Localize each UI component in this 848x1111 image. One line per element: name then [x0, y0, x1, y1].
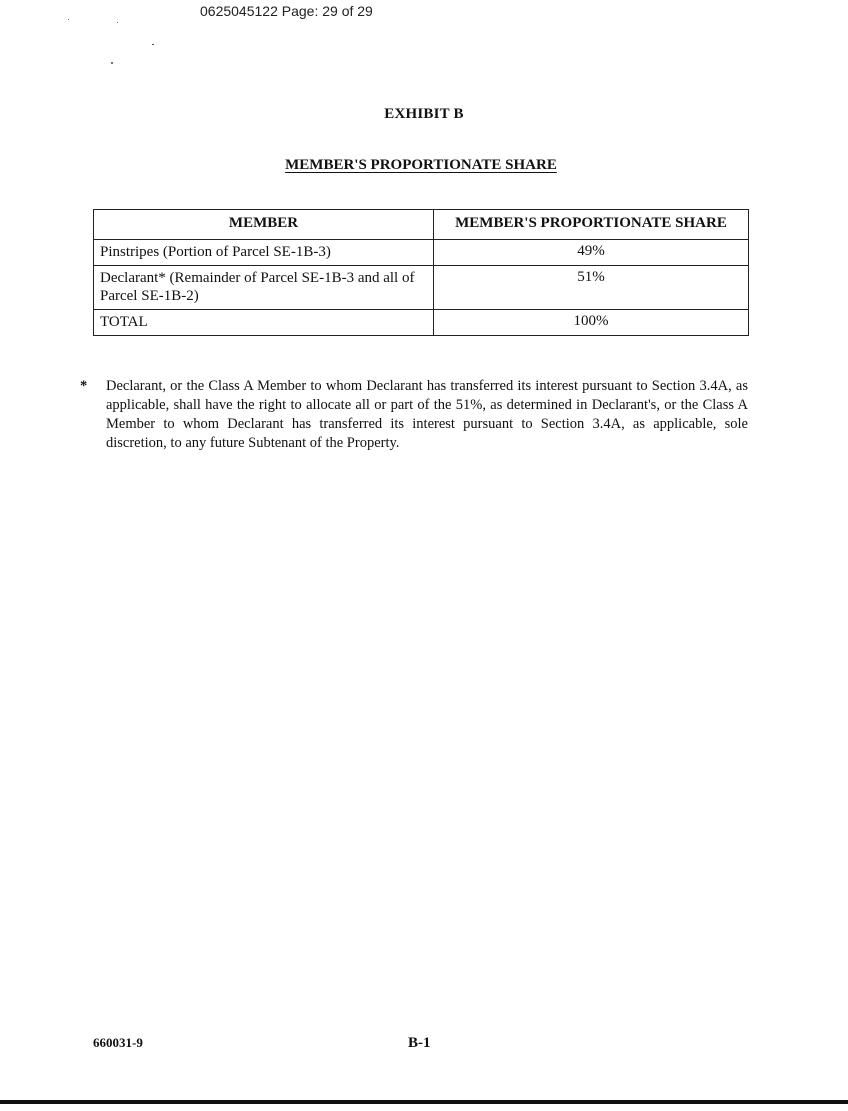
footnote-marker: * [80, 378, 88, 394]
scan-speck [152, 44, 154, 45]
column-header-member: MEMBER [94, 210, 434, 240]
document-id: 660031-9 [93, 1035, 143, 1050]
bottom-rule [0, 1100, 848, 1104]
column-header-share: MEMBER'S PROPORTIONATE SHARE [434, 210, 749, 240]
share-cell: 100% [434, 310, 749, 336]
scan-speck [68, 19, 69, 20]
scan-speck [117, 22, 118, 23]
member-cell: Declarant* (Remainder of Parcel SE-1B-3 and all of Parcel SE-1B-2) [94, 266, 434, 310]
table-header-row [94, 210, 749, 240]
recording-stamp: 0625045122 Page: 29 of 29 [200, 3, 373, 19]
share-cell: 51% [434, 266, 749, 310]
table-row [94, 266, 749, 310]
member-cell: TOTAL [94, 310, 434, 336]
member-cell: Pinstripes (Portion of Parcel SE-1B-3) [94, 240, 434, 266]
scan-speck [111, 62, 113, 64]
exhibit-subtitle: MEMBER'S PROPORTIONATE SHARE [285, 157, 557, 173]
exhibit-title: EXHIBIT B [384, 106, 464, 122]
proportionate-share-table [93, 209, 749, 336]
page-number: B-1 [408, 1035, 431, 1051]
footnote-text: Declarant, or the Class A Member to whom Declarant has transferred its interest pursuant to Section 3.4A, as applicable, shall have the right to allocate all or part of the 51%, as determined in Declarant's, or the Class A Member to whom Declarant has transferred its interest pursuant to Section 3.4A, as applicable, sole discretion, to any future Subtenant of the Property. [106, 378, 748, 451]
table-row [94, 310, 749, 336]
footnote [80, 377, 748, 453]
share-cell: 49% [434, 240, 749, 266]
table-row [94, 240, 749, 266]
